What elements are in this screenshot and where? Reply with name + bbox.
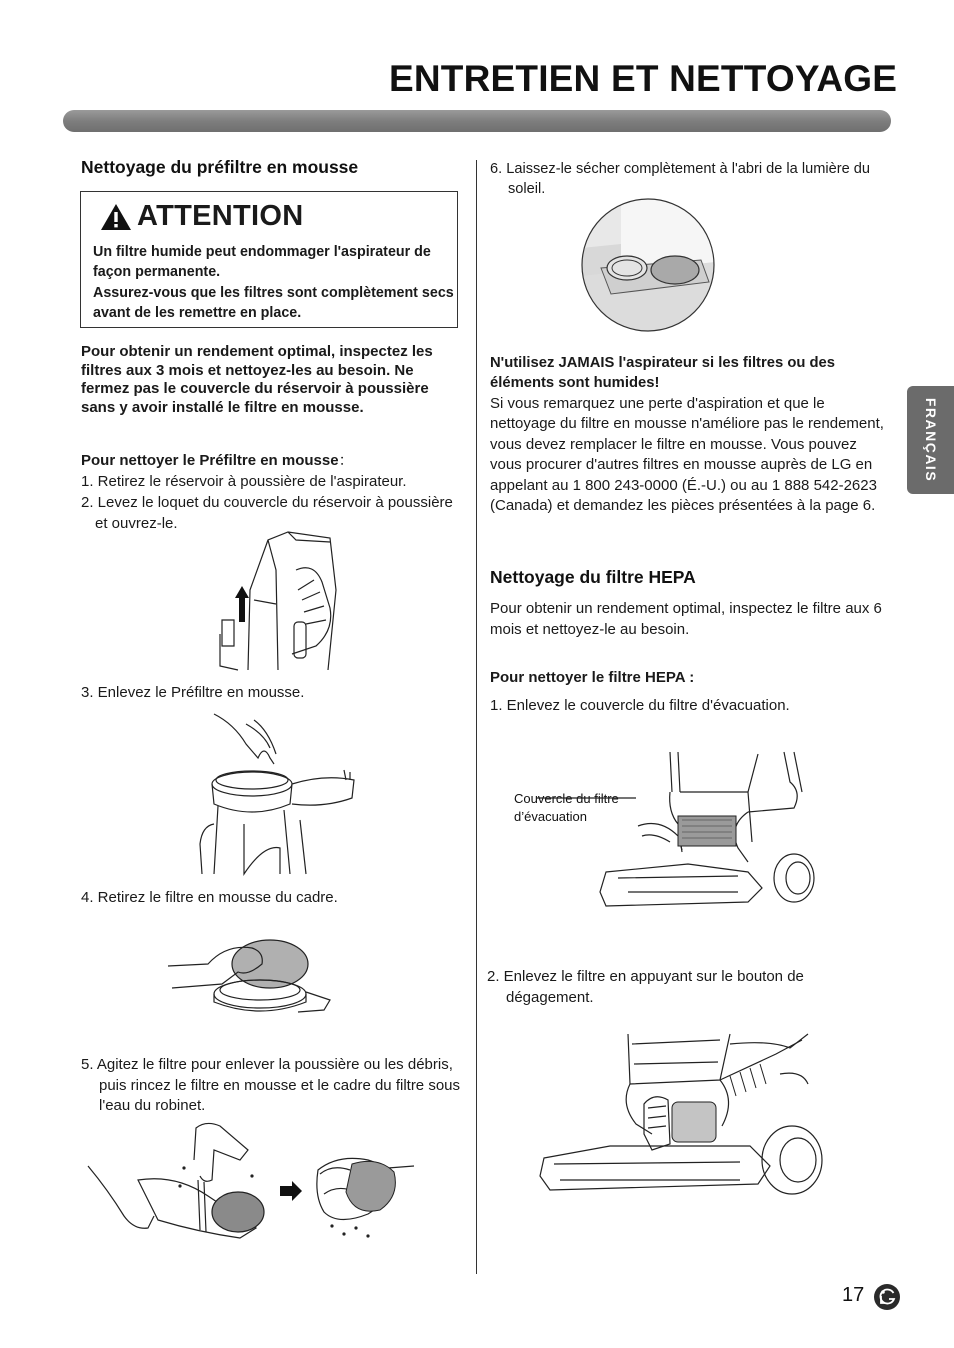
hepa-step-2: 2. Enlevez le filtre en appuyant sur le bouton de dégagement. [487, 968, 804, 1006]
section-title-prefilter: Nettoyage du préfiltre en mousse [81, 157, 359, 177]
page-number: 17 [842, 1284, 865, 1306]
callout-line-1: Couvercle du filtre [514, 791, 619, 806]
step-5: 5. Agitez le filtre pour enlever la poussière ou les débris, puis rincez le filtre en mousse et le cadre du filtre sous l'eau du robinet. [81, 1056, 461, 1114]
attention-text [93, 242, 455, 323]
attention-line-2: Assurez-vous que les filtres sont complètement secs avant de les remettre en place. [93, 284, 454, 321]
drying-illustration [581, 198, 715, 332]
steps-title [81, 451, 461, 472]
hepa-intro: Pour obtenir un rendement optimal, inspectez le filtre aux 6 mois et nettoyez-le au besoin. [490, 600, 882, 638]
rinse-illustration [88, 1120, 418, 1242]
remove-prefilter-illustration [194, 714, 364, 874]
step-6: 6. Laissez-le sécher complètement à l'abri de la lumière du soleil. [490, 161, 870, 197]
step-4: 4. Retirez le filtre en mousse du cadre. [81, 889, 338, 906]
exhaust-cover-illustration [598, 752, 818, 912]
warning-triangle-icon [99, 202, 133, 232]
attention-box [80, 191, 458, 328]
latch-illustration [218, 530, 348, 670]
attention-label: ATTENTION [137, 200, 304, 232]
language-tab-label: FRANÇAIS [922, 397, 939, 483]
hepa-steps-title: Pour nettoyer le filtre HEPA : [490, 669, 695, 686]
page-title: ENTRETIEN ET NETTOYAGE [389, 58, 898, 99]
intro-bold: Pour obtenir un rendement optimal, inspectez les filtres aux 3 mois et nettoyez-les au besoin. Ne fermez pas le couvercle du réservoir à poussière sans y avoir installé le filtre en mousse. [81, 343, 433, 417]
attention-line-1: Un filtre humide peut endommager l'aspirateur de façon permanente. [93, 244, 431, 281]
step-1: 1. Retirez le réservoir à poussière de l'aspirateur. [81, 473, 407, 490]
remove-foam-illustration [168, 930, 333, 1020]
attention-header [99, 200, 303, 233]
steps-title-suffix: ： [338, 452, 354, 469]
section-title-hepa: Nettoyage du filtre HEPA [490, 567, 696, 587]
hepa-step-1: 1. Enlevez le couvercle du filtre d'évacuation. [490, 697, 790, 714]
warning-bold: N'utilisez JAMAIS l'aspirateur si les filtres ou des éléments sont humides! [490, 355, 836, 391]
header-bar [63, 110, 891, 132]
lg-logo [873, 1283, 901, 1311]
language-tab [907, 386, 954, 494]
callout-line-2: d’évacuation [514, 809, 587, 824]
step-2: 2. Levez le loquet du couvercle du réservoir à poussière et ouvrez-le. [81, 494, 453, 532]
step-3: 3. Enlevez le Préfiltre en mousse. [81, 684, 305, 701]
column-divider [476, 160, 477, 1274]
steps-title-text: Pour nettoyer le Préfiltre en mousse [81, 452, 339, 469]
release-filter-illustration [540, 1034, 830, 1196]
warning-text: Si vous remarquez une perte d'aspiration et que le nettoyage du filtre en mousse n'améliore pas le rendement, vous devez remplacer le filtre en mousse. Vous pouvez vous procurer d'autres filtres en mousse auprès de LG en appelant au 1 800 243-0000 (É.-U.) ou au 1 888 542-2623 (Canada) et demandez les pièces présentées à la page 6. [490, 395, 884, 515]
